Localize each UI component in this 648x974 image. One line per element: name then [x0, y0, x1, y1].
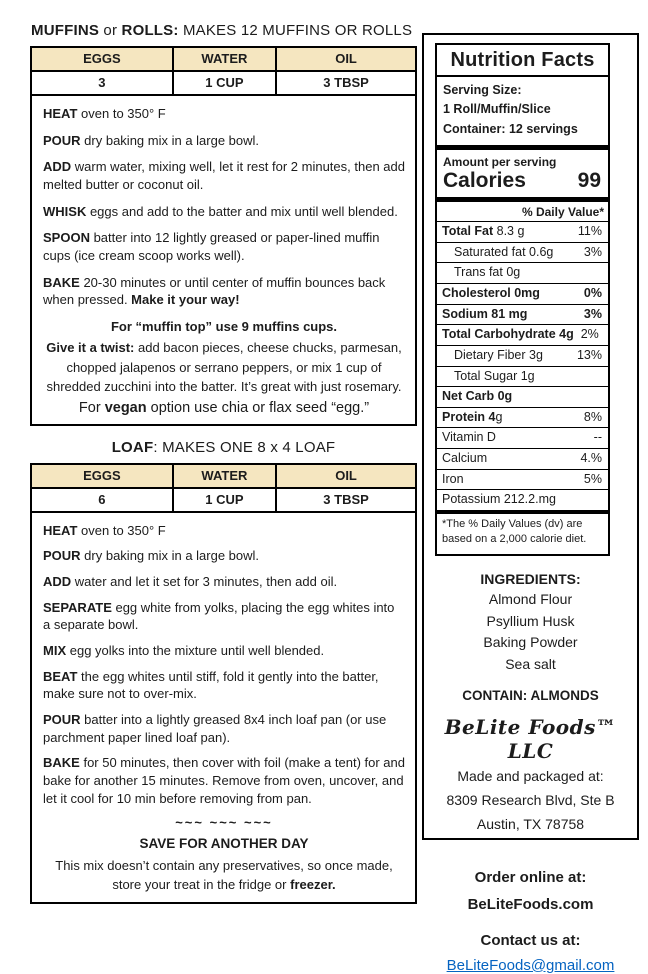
- daily-value-header: % Daily Value*: [437, 202, 608, 222]
- muffins-heading-bold2: ROLLS:: [121, 22, 179, 39]
- nutrient-row-vitamin-d: Vitamin D --: [437, 428, 608, 449]
- nutrient-row-total-carbohydrate: Total Carbohydrate 4g 2%: [437, 325, 608, 346]
- table-value-cell: 3: [32, 70, 174, 94]
- ingredient-item: Almond Flour: [488, 590, 573, 607]
- table-header-cell: WATER: [174, 465, 277, 487]
- tilde-divider: ~~~ ~~~ ~~~: [175, 815, 273, 831]
- recipe-step: BEAT the egg whites until stiff, fold it gently into the batter, make sure not to over-mix.: [43, 668, 379, 702]
- order-online-heading: Order online at:: [474, 868, 587, 886]
- daily-value-footnote: *The % Daily Values (dv) are based on a 2,000 calorie diet.: [437, 510, 608, 554]
- table-value-cell: 1 CUP: [174, 487, 277, 511]
- table-header-cell: EGGS: [32, 465, 174, 487]
- recipe-step: POUR dry baking mix in a large bowl.: [43, 132, 260, 148]
- serving-size-label: Serving Size:: [443, 83, 522, 97]
- street-address: 8309 Research Blvd, Ste B: [446, 792, 615, 809]
- ingredient-item: Sea salt: [505, 656, 556, 673]
- calories-value: 99: [577, 169, 601, 193]
- recipe-step: SEPARATE egg white from yolks, placing the egg whites into a separate bowl.: [43, 599, 395, 633]
- recipe-step: HEAT oven to 350° F: [43, 106, 166, 121]
- recipe-step: POUR dry baking mix in a large bowl.: [43, 548, 260, 564]
- table-header-cell: WATER: [174, 48, 277, 70]
- serving-size-value: 1 Roll/Muffin/Slice: [443, 102, 551, 117]
- nutrition-facts-title: Nutrition Facts: [437, 45, 608, 77]
- recipe-step: POUR batter into a lightly greased 8x4 inch loaf pan (or use parchment paper lined loaf pan).: [43, 712, 387, 745]
- calories-row: [437, 169, 608, 202]
- muffins-heading: MUFFINS or ROLLS: MAKES 12 MUFFINS OR ROLLS: [31, 22, 413, 39]
- save-for-another-day-heading: SAVE FOR ANOTHER DAY: [139, 836, 309, 852]
- ingredients-heading: INGREDIENTS:: [480, 570, 581, 587]
- nutrient-row-dietary-fiber: Dietary Fiber 3g 13%: [437, 346, 608, 367]
- storage-note: This mix doesn’t contain any preservatives, so once made, store your treat in the fridge or freezer.: [55, 858, 393, 893]
- loaf-ingredient-table: [30, 463, 417, 513]
- loaf-heading: LOAF: MAKES ONE 8 x 4 LOAF: [111, 438, 336, 456]
- email-link-wrapper: [424, 957, 637, 974]
- website-text: BeLiteFoods.com: [467, 895, 594, 913]
- nutrient-row-total-fat: Total Fat 8.3 g 11%: [437, 222, 608, 243]
- recipe-step: ADD water and let it set for 3 minutes, then add oil.: [43, 574, 338, 590]
- recipe-step: SPOON batter into 12 lightly greased or paper-lined muffin cups (ice cream scoop works well).: [43, 230, 380, 264]
- nutrient-row-total-sugar: Total Sugar 1g: [437, 367, 608, 388]
- made-at-label: Made and packaged at:: [457, 768, 604, 785]
- nutrition-facts-panel: [435, 43, 610, 556]
- loaf-heading-bold: LOAF: [111, 438, 154, 456]
- nutrient-row-potassium: Potassium 212.2.mg: [442, 492, 556, 507]
- calories-label: Calories: [443, 169, 526, 193]
- ingredient-item: Baking Powder: [483, 634, 578, 651]
- table-header-cell: OIL: [277, 48, 415, 70]
- twist-note: Give it a twist: add bacon pieces, cheese chucks, parmesan, chopped jalapenos or serrano peppers, or mix 1 cup of shredded zucchini into the batter. It’s great with just rosemary.: [46, 340, 402, 395]
- info-column: [422, 33, 639, 974]
- loaf-instructions-box: [30, 511, 417, 904]
- allergen-statement: CONTAIN: ALMONDS: [462, 688, 599, 704]
- table-header-cell: EGGS: [32, 48, 174, 70]
- address-block: [424, 765, 637, 836]
- table-value-cell: 6: [32, 487, 174, 511]
- city-state-zip: Austin, TX 78758: [476, 815, 585, 832]
- nutrient-row-cholesterol: Cholesterol 0mg 0%: [437, 284, 608, 305]
- recipe-step: MIX egg yolks into the mixture until well blended.: [43, 643, 325, 659]
- recipe-step: WHISK eggs and add to the batter and mix until well blended.: [43, 203, 398, 219]
- nutrient-row-trans-fat: Trans fat 0g: [437, 263, 608, 284]
- muffins-heading-bold1: MUFFINS: [31, 22, 100, 39]
- container-servings: Container: 12 servings: [443, 121, 578, 136]
- nutrient-row-iron: Iron 5%: [437, 470, 608, 491]
- table-value-cell: 3 TBSP: [277, 70, 415, 94]
- nutrient-row-protein: Protein 4g 8%: [437, 408, 608, 429]
- serving-info: [437, 77, 608, 150]
- recipe-step: BAKE for 50 minutes, then cover with foil (make a tent) for and bake for another 15 minutes. Remove from oven, uncover, and let it cool for 10 min before removing from pan.: [43, 755, 405, 806]
- table-header-cell: OIL: [277, 465, 415, 487]
- nutrient-row-saturated-fat: Saturated fat 0.6g 3%: [437, 243, 608, 264]
- muffins-ingredient-table: [30, 46, 417, 96]
- email-link[interactable]: BeLiteFoods@gmail.com: [446, 956, 615, 974]
- vegan-note: For vegan option use chia or flax seed “egg.”: [78, 399, 370, 416]
- table-value-cell: 3 TBSP: [277, 487, 415, 511]
- nutrient-row-calcium: Calcium 4.%: [437, 449, 608, 470]
- amount-per-serving-label: Amount per serving: [443, 155, 557, 170]
- recipe-step: ADD warm water, mixing well, let it rest for 2 minutes, then add melted butter or coconut oil.: [43, 159, 405, 193]
- muffins-instructions-box: [30, 94, 417, 426]
- ingredient-item: Psyllium Husk: [486, 612, 575, 629]
- contact-us-heading: Contact us at:: [480, 931, 581, 949]
- nutrient-row-sodium: Sodium 81 mg 3%: [437, 305, 608, 326]
- muffin-top-note: For “muffin top” use 9 muffins cups.: [110, 319, 338, 335]
- nutrient-row-net-carb: Net Carb 0g: [437, 387, 608, 408]
- recipe-step: BAKE 20-30 minutes or until center of muffin bounces back when pressed. Make it your way!: [43, 274, 386, 308]
- brand-logo-text: BeLite Foods™ LLC: [444, 715, 617, 764]
- recipe-step: HEAT oven to 350° F: [43, 522, 166, 538]
- table-value-cell: 1 CUP: [174, 70, 277, 94]
- recipe-column: [30, 22, 417, 904]
